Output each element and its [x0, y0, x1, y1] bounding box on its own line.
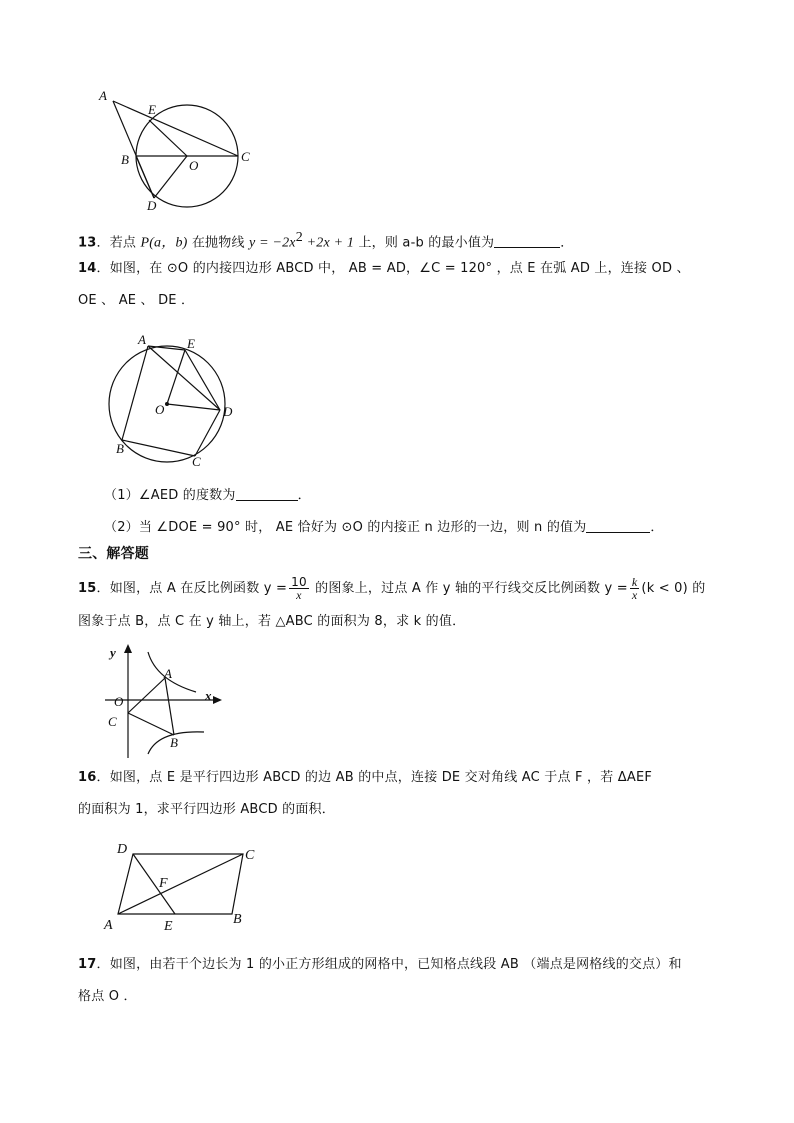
label-O: O	[189, 158, 199, 173]
label-F: F	[159, 876, 168, 891]
question-15-line-2: 图象于点 B，点 C 在 y 轴上，若 △ABC 的面积为 8，求 k 的值．	[78, 614, 466, 629]
figure-circle-tangent	[95, 86, 260, 216]
label-D: D	[147, 198, 157, 213]
label-B: B	[116, 441, 124, 456]
answer-blank	[586, 519, 650, 533]
label-A: A	[99, 88, 107, 103]
question-16-line-1: 16．如图，点 E 是平行四边形 ABCD 的边 AB 的中点，连接 DE 交对角线 AC 于点 F ，若 ΔAEF	[78, 770, 653, 785]
label-C: C	[241, 149, 250, 164]
label-D: D	[223, 404, 233, 419]
figure-inscribed-quadrilateral	[100, 330, 245, 472]
question-13: 13．若点 P(a，b) 在抛物线 $y = -2x^2 +2x + 1$ 上，则 a-b 的最小值为 ．	[78, 230, 574, 251]
figure-parallelogram	[100, 838, 260, 934]
label-A: A	[164, 666, 172, 681]
label-B: B	[121, 152, 129, 167]
label-C: C	[245, 848, 255, 863]
question-14-part-2: （2）当 ∠DOE = 90° 时， AE 恰好为 ⊙O 的内接正 n 边形的一边，则 n 的值为 ．	[104, 520, 664, 535]
answer-blank	[236, 487, 298, 501]
label-E: E	[164, 919, 173, 934]
question-14-line-1: 14．如图，在 ⊙O 的内接四边形 ABCD 中， AB = AD，∠C = 120° ，点 E 在弧 AD 上，连接 OD 、	[78, 261, 690, 276]
figure-inverse-function	[100, 640, 225, 762]
label-E: E	[187, 336, 195, 351]
label-D: D	[117, 842, 128, 857]
label-A: A	[104, 918, 113, 933]
label-E: E	[148, 102, 156, 117]
fraction-k-over-x: $\frac{k}{x}$	[631, 575, 638, 602]
question-14-line-2: OE 、 AE 、 DE ．	[78, 293, 195, 308]
question-number: 17	[78, 957, 97, 972]
question-number: 13	[78, 235, 97, 251]
answer-blank	[494, 234, 560, 248]
label-O: O	[114, 694, 124, 709]
question-number: 14	[78, 261, 97, 276]
question-14-part-1: （1）∠AED 的度数为 ．	[104, 488, 311, 503]
question-16-line-2: 的面积为 1，求平行四边形 ABCD 的面积．	[78, 802, 335, 817]
label-C: C	[192, 454, 201, 469]
label-A: A	[138, 332, 146, 347]
fraction-10-over-x: $\frac{10}{x}$	[291, 575, 307, 602]
section-heading: 三、解答题	[78, 546, 149, 562]
label-B: B	[170, 735, 178, 750]
label-y: y	[110, 645, 116, 660]
question-17-line-1: 17．如图，由若干个边长为 1 的小正方形组成的网格中，已知格点线段 AB （端点是网格线的交点）和	[78, 957, 682, 972]
label-C: C	[108, 714, 117, 729]
question-15-line-1: 15．如图，点 A 在反比例函数 y = $\frac{10}{x}$ 的图象上，过点 A 作 y 轴的平行线交反比例函数 y = $\frac{k}{x}$ (k < 0) 的	[78, 575, 706, 602]
question-number: 15	[78, 581, 97, 596]
label-x: x	[205, 688, 212, 703]
label-B: B	[233, 912, 242, 927]
question-17-line-2: 格点 O ．	[78, 989, 137, 1004]
question-number: 16	[78, 770, 97, 785]
label-O: O	[155, 402, 165, 417]
